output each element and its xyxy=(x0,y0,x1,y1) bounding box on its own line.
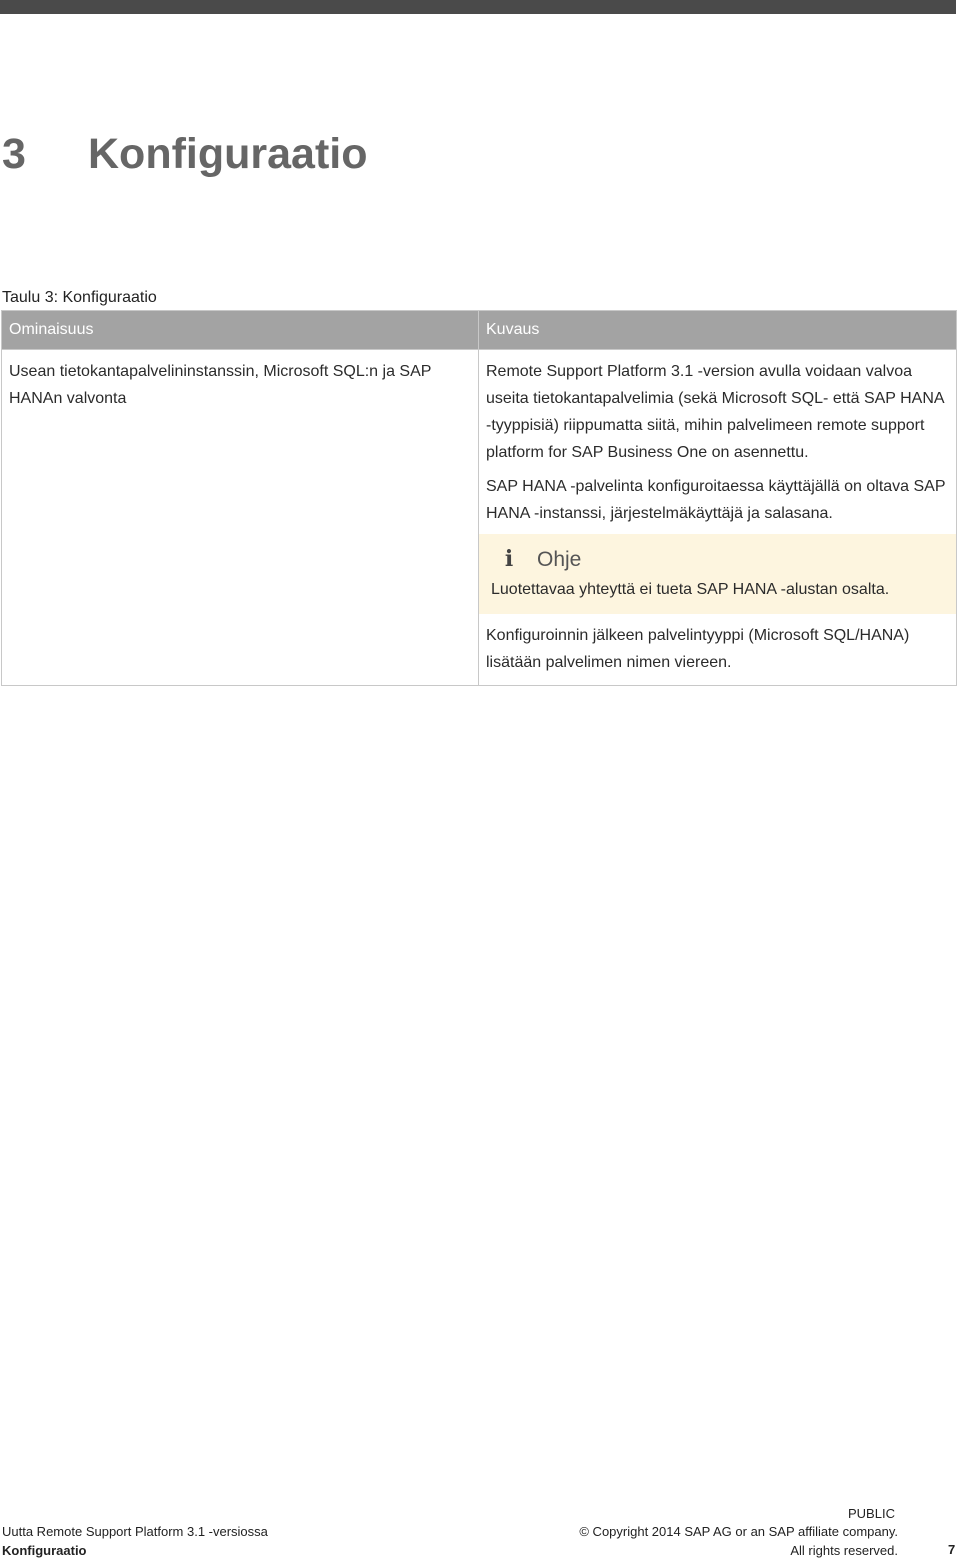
chapter-heading xyxy=(2,128,367,180)
chapter-title: Konfiguraatio xyxy=(88,130,368,178)
note-text: Luotettavaa yhteyttä ei tueta SAP HANA -alustan osalta. xyxy=(491,581,890,598)
chapter-number: 3 xyxy=(2,130,26,178)
description-paragraph-1: Remote Support Platform 3.1 -version avulla voidaan valvoa useita tietokantapalvelimia (sekä Microsoft SQL- että SAP HANA -tyyppisiä) riippumatta siitä, mihin palvelimeen remote support platform for SAP Business One on asennettu. xyxy=(486,363,944,461)
page-number: 7 xyxy=(948,1542,956,1557)
note-box xyxy=(479,534,956,614)
column-header-description: Kuvaus xyxy=(479,311,957,350)
footer-doc-title: Uutta Remote Support Platform 3.1 -versiossa xyxy=(2,1524,268,1539)
column-header-feature: Ominaisuus xyxy=(2,311,479,350)
footer-classification: PUBLIC xyxy=(848,1506,895,1521)
top-bar xyxy=(0,0,956,14)
description-cell xyxy=(479,350,957,686)
configuration-table xyxy=(1,310,957,686)
footer-section: Konfiguraatio xyxy=(2,1543,87,1558)
note-title: Ohje xyxy=(537,547,582,571)
description-paragraph-2: SAP HANA -palvelinta konfiguroitaessa käyttäjällä on oltava SAP HANA -instanssi, järjestelmäkäyttäjä ja salasana. xyxy=(486,478,946,522)
note-header xyxy=(491,540,944,578)
table-row xyxy=(2,350,957,686)
footer-copyright: © Copyright 2014 SAP AG or an SAP affiliate company. xyxy=(579,1524,898,1539)
table-header-row xyxy=(2,311,957,350)
feature-cell: Usean tietokantapalvelininstanssin, Microsoft SQL:n ja SAP HANAn valvonta xyxy=(2,350,479,686)
description-paragraph-3: Konfiguroinnin jälkeen palvelintyyppi (Microsoft SQL/HANA) lisätään palvelimen nimen viereen. xyxy=(486,627,910,671)
footer-rights: All rights reserved. xyxy=(790,1543,898,1558)
table-caption: Taulu 3: Konfiguraatio xyxy=(2,289,157,306)
info-icon: i xyxy=(504,545,514,572)
